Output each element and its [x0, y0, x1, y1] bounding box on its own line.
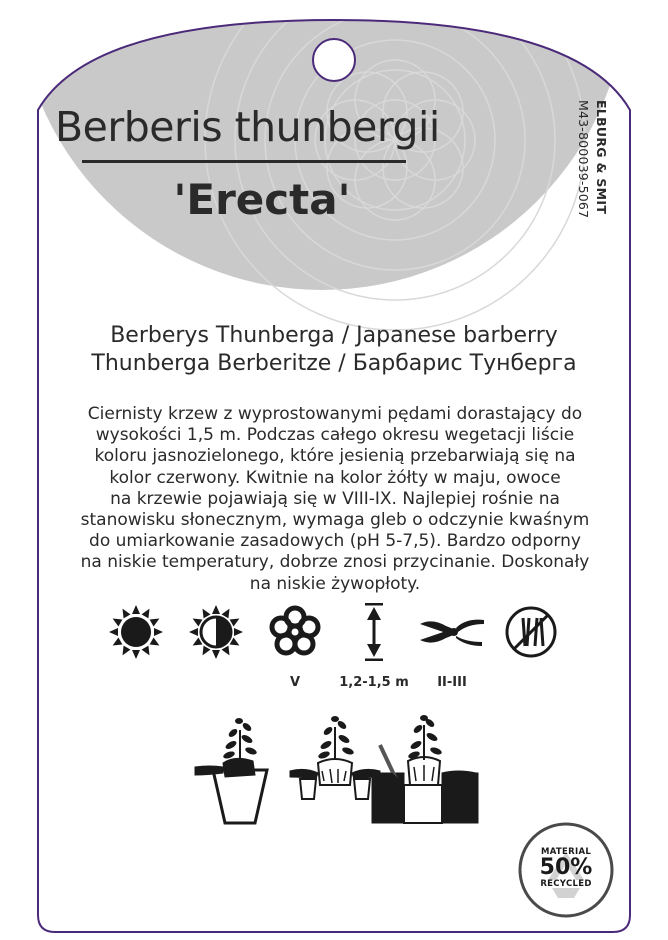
description-line: koloru jasnozielonego, które jesienią przebarwiają się na: [94, 446, 576, 467]
half-shade-icon: [179, 595, 253, 669]
description-line: stanowisku słonecznym, wymaga gleb o odczynie kwaśnym: [80, 510, 590, 531]
remove-pot-step-icon: [195, 718, 267, 823]
recycle-line1: MATERIAL: [540, 847, 592, 857]
plant-description: [55, 404, 615, 595]
description-line: na niskie temperatury, dobrze znosi przycinanie. Doskonały: [80, 552, 590, 573]
height-arrow-icon: [365, 603, 383, 661]
common-names: [40, 322, 628, 378]
description-line: do umiarkowanie zasadowych (pH 5-7,5). Bardzo odporny: [89, 531, 581, 552]
recycle-line2: RECYCLED: [540, 879, 592, 889]
hang-hole: [313, 39, 355, 81]
common-name-line: Thunberga Berberitze / Барбарис Тунберга: [91, 351, 577, 376]
description-line: na krzewie pojawiają się w VIII-IX. Najlepiej rośnie na: [110, 488, 560, 509]
flower-icon: [272, 608, 318, 653]
botanical-name: Berberis thunbergii: [55, 103, 440, 151]
brand-block: [575, 100, 615, 240]
common-name-line: Berberys Thunberga / Japanese barberry: [110, 323, 558, 348]
description-line: kolor czerwony. Kwitnie na kolor żółty w maju, owoce: [109, 467, 561, 488]
title-divider: [82, 160, 406, 163]
plant-in-soil-step-icon: [372, 715, 478, 823]
cultivar-name: 'Erecta': [173, 175, 351, 224]
product-code: M43-800039-5067: [576, 100, 591, 219]
full-sun-icon: [99, 595, 173, 669]
no-cutting-icon: [507, 608, 555, 656]
description-line: Ciernisty krzew z wyprostowanymi pędami dorastający do: [87, 404, 583, 424]
pruning-time-caption: II-III: [437, 675, 467, 690]
pruning-shears-icon: [420, 620, 484, 646]
loosen-roots-step-icon: [290, 716, 380, 799]
flowering-month-caption: V: [289, 675, 301, 690]
height-caption: 1,2-1,5 m: [339, 675, 409, 690]
brand-name: ELBURG & SMIT: [594, 100, 609, 215]
recycle-badge-text: [522, 847, 610, 889]
recycle-percent: 50%: [539, 855, 593, 880]
description-line: wysokości 1,5 m. Podczas całego okresu wegetacji liście: [95, 425, 575, 446]
description-line: na niskie żywopłoty.: [249, 573, 421, 594]
